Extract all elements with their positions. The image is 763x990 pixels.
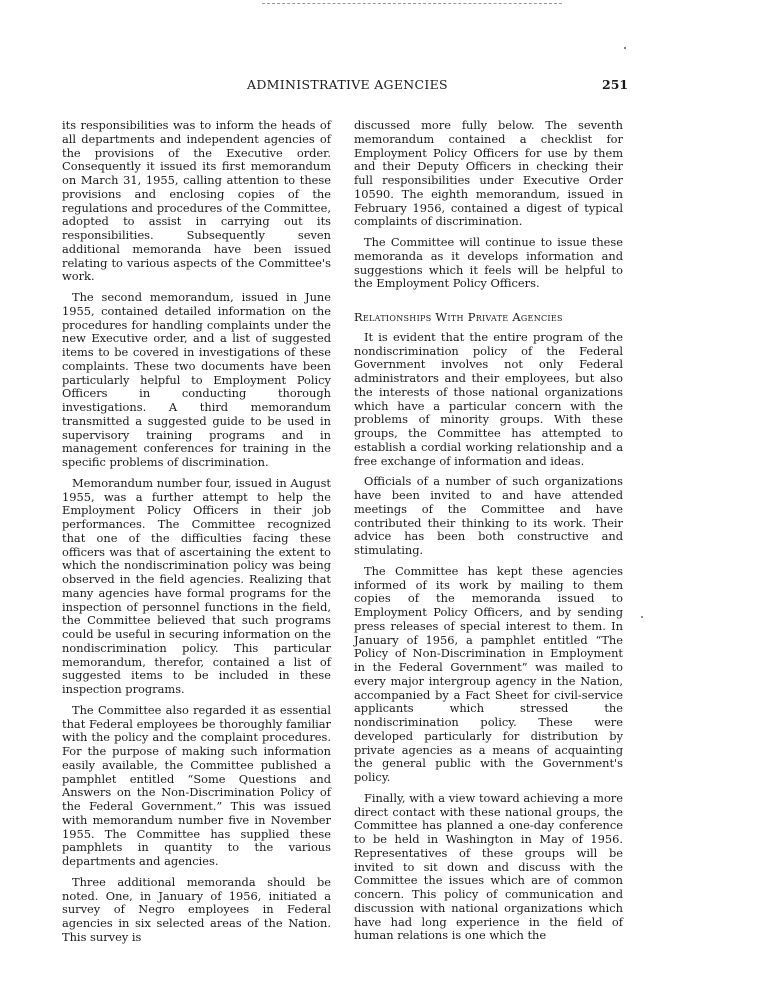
paragraph: discussed more fully below. The seventh memorandum contained a checklist for Employment Policy Officers for use by them and their Deputy Officers in checking their full responsibilities under Executive Order 10590. The eighth memorandum, issued in February 1956, contained a digest of typical complaints of discrimination. bbox=[354, 118, 623, 229]
paragraph: Officials of a number of such organizations have been invited to and have attended meetings of the Committee and have contributed their thinking to its work. Their advice has been both constructive and stimulating. bbox=[354, 474, 623, 557]
paragraph: The Committee will continue to issue these memoranda as it develops information and suggestions which it feels will be helpful to the Employment Policy Officers. bbox=[354, 235, 623, 291]
scan-speck bbox=[641, 616, 643, 618]
running-title: ADMINISTRATIVE AGENCIES bbox=[247, 77, 448, 92]
paragraph: The Committee also regarded it as essential that Federal employees be thoroughly familiar with the policy and the complaint procedures. For the purpose of making such information easily available, the Committee published a pamphlet entitled “Some Questions and Answers on the Non-Discrimination Policy of the Federal Government.” This was issued with memorandum number five in November 1955. The Committee has supplied these pamphlets in quantity to the various departments and agencies. bbox=[62, 702, 331, 868]
left-column bbox=[62, 119, 331, 945]
paragraph: Memorandum number four, issued in August 1955, was a further attempt to help the Employment Policy Officers in their job performances. The Committee recognized that one of the difficulties facing these officers was that of ascertaining the extent to which the nondiscrimination policy was being observed in the field agencies. Realizing that many agencies have formal programs for the inspection of personnel functions in the field, the Committee believed that such programs could be useful in securing information on the nondiscrimination policy. This particular memorandum, therefor, contained a list of suggested items to be included in these inspection programs. bbox=[62, 475, 331, 696]
right-column bbox=[354, 119, 623, 943]
page-number: 251 bbox=[602, 77, 629, 92]
paragraph: Finally, with a view toward achieving a more direct contact with these national groups, the Committee has planned a one-day conference to be held in Washington in May of 1956. Representatives of these groups will be invited to sit down and discuss with the Committee the issues which are of common concern. This policy of communication and discussion with national organizations which have had long experience in the field of human relations is one which the bbox=[354, 790, 623, 943]
section-heading: Relationships With Private Agencies bbox=[354, 310, 563, 324]
paragraph: Three additional memoranda should be noted. One, in January of 1956, initiated a survey of Negro employees in Federal agencies in six selected areas of the Nation. This survey is bbox=[62, 874, 331, 944]
scan-edge-line bbox=[262, 3, 562, 4]
paragraph: its responsibilities was to inform the heads of all departments and independent agencies of the provisions of the Executive order. Consequently it issued its first memorandum on March 31, 1955, calling attention to these provisions and enclosing copies of the regulations and procedures of the Committee, adopted to assist in carrying out its responsibilities. Subsequently seven additional memoranda have been issued relating to various aspects of the Committee's work. bbox=[62, 118, 331, 284]
scan-speck bbox=[624, 47, 626, 49]
paragraph: The Committee has kept these agencies informed of its work by mailing to them copies of the memoranda issued to Employment Policy Officers, and by sending press releases of special interest to them. In January of 1956, a pamphlet entitled “The Policy of Non-Discrimination in Employment in the Federal Government” was mailed to every major intergroup agency in the Nation, accompanied by a Fact Sheet for civil-service applicants which stressed the nondiscrimination policy. These were developed particularly for distribution by private agencies as a means of acquainting the general public with the Government's policy. bbox=[354, 563, 623, 784]
paragraph: The second memorandum, issued in June 1955, contained detailed information on the procedures for handling complaints under the new Executive order, and a list of suggested items to be covered in investigations of these complaints. These two documents have been particularly helpful to Employment Policy Officers in conducting thorough investigations. A third memorandum transmitted a suggested guide to be used in supervisory training programs and in management conferences for training in the specific problems of discrimination. bbox=[62, 290, 331, 469]
paragraph: It is evident that the entire program of the nondiscrimination policy of the Federal Government involves not only Federal administrators and their employees, but also the interests of those national organizations which have a particular concern with the problems of minority groups. With these groups, the Committee has attempted to establish a cordial working relationship and a free exchange of information and ideas. bbox=[354, 329, 623, 468]
